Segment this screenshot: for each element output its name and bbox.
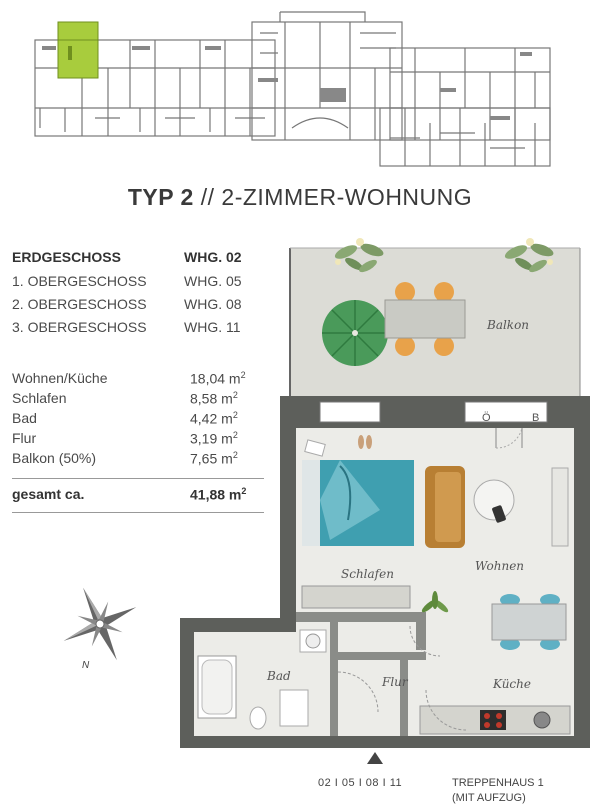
stair-label-line2: (MIT AUFZUG) (452, 792, 526, 804)
floor-label: ERDGESCHOSS (12, 249, 121, 265)
closet-label-oe: Ö (482, 412, 491, 424)
unit-number: WHG. 08 (184, 296, 242, 312)
area-label: Flur (12, 430, 37, 446)
area-value: 4,42 $m^2$ (190, 410, 238, 427)
total-value: 41,88 $m^2$ (190, 486, 247, 503)
sofa-icon (425, 466, 465, 548)
compass-rose-icon (58, 580, 142, 672)
area-label: Wohnen/Küche (12, 370, 108, 386)
room-label-balkon: Balkon (487, 318, 530, 332)
total-label: gesamt ca. (12, 486, 85, 502)
unit-number: WHG. 05 (184, 273, 242, 289)
compass-north-label: N (82, 660, 90, 671)
unit-numbers-footer: 02 I 05 I 08 I 11 (318, 777, 403, 789)
area-value: 8,58 $m^2$ (190, 390, 238, 407)
unit-number: WHG. 11 (184, 319, 241, 335)
area-label: Schlafen (12, 390, 67, 406)
unit-number: WHG. 02 (184, 249, 242, 265)
page-title: TYP 2 // 2-ZIMMER-WOHNUNG (127, 184, 473, 210)
room-label-kueche: Küche (493, 677, 531, 691)
room-label-schlafen: Schlafen (341, 567, 394, 581)
wardrobe (302, 586, 410, 608)
area-label: Balkon (50%) (12, 450, 97, 466)
room-label-flur: Flur (382, 675, 408, 689)
room-label-bad: Bad (267, 669, 291, 683)
entrance-arrow-icon (367, 752, 383, 764)
area-label: Bad (12, 410, 37, 426)
wall-cabinet (552, 468, 568, 546)
kitchen-counter (420, 706, 570, 734)
room-label-wohnen: Wohnen (475, 559, 525, 573)
floor-label: 1. OBERGESCHOSS (12, 273, 147, 289)
building-keyplan (20, 8, 560, 170)
area-value: 7,65 $m^2$ (190, 450, 238, 467)
closet-label-b: B (532, 412, 540, 424)
floor-label: 2. OBERGESCHOSS (12, 296, 147, 312)
area-value: 3,19 $m^2$ (190, 430, 238, 447)
stair-label-line1: TREPPENHAUS 1 (452, 777, 544, 789)
highlighted-apartment (58, 22, 98, 78)
floor-label: 3. OBERGESCHOSS (12, 319, 147, 335)
area-value: 18,04 $m^2$ (190, 370, 246, 387)
parasol-icon (322, 300, 388, 366)
